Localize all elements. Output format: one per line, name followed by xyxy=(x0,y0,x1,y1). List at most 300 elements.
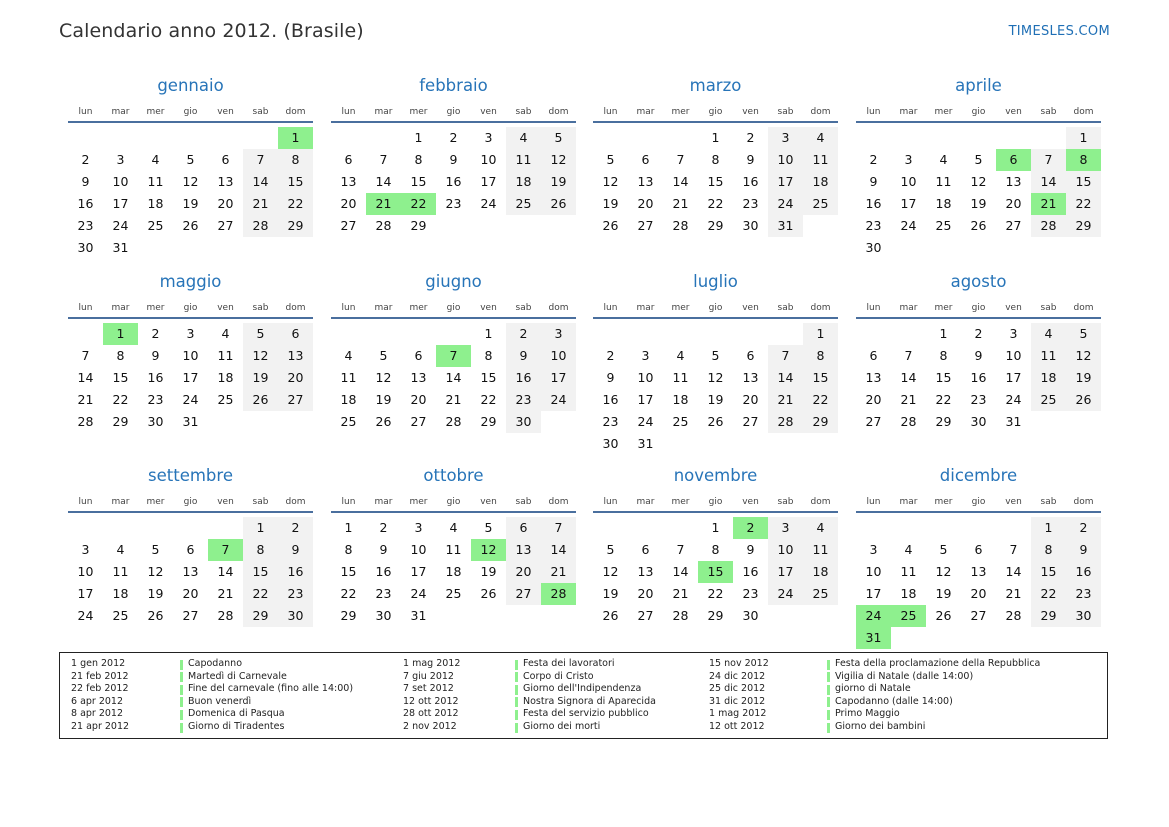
month-agosto xyxy=(856,272,1101,462)
day-cell: 17 xyxy=(768,561,803,583)
day-cell: 26 xyxy=(243,389,278,411)
day-cell: 5 xyxy=(1066,323,1101,345)
day-cell: 20 xyxy=(637,586,654,601)
day-cell: 30 xyxy=(506,411,541,433)
holiday-marker-icon xyxy=(515,672,518,682)
weekday-label: mar xyxy=(374,303,393,313)
day-cell: 10 xyxy=(865,564,882,579)
weekday-label: mer xyxy=(409,303,428,313)
day-cell: 18 xyxy=(803,171,838,193)
day-cell: 16 xyxy=(742,564,759,579)
weekday-label: sab xyxy=(515,497,532,507)
day-cell: 8 xyxy=(803,345,838,367)
legend-holiday-name: Festa dei lavoratori xyxy=(523,658,615,669)
day-cell: 21 xyxy=(672,586,689,601)
weekday-header xyxy=(331,107,576,119)
weekday-label: gio xyxy=(708,303,723,313)
day-cell: 27 xyxy=(278,389,313,411)
day-cell: 31 xyxy=(410,608,427,623)
weekday-label: dom xyxy=(548,107,569,117)
holiday-marker-icon xyxy=(515,697,518,707)
day-cell: 21 xyxy=(900,392,917,407)
day-cell: 6 xyxy=(746,348,755,363)
day-cell: 31 xyxy=(768,215,803,237)
day-cell: 22 xyxy=(112,392,129,407)
holiday-marker-icon xyxy=(827,672,830,682)
day-cell: 15 xyxy=(935,370,952,385)
day-cell: 25 xyxy=(506,193,541,215)
day-cell: 10 xyxy=(77,564,94,579)
day-cell: 11 xyxy=(217,348,234,363)
day-cell: 20 xyxy=(742,392,759,407)
day-cell: 3 xyxy=(904,152,913,167)
brand-link[interactable]: TIMESLES.COM xyxy=(1008,24,1110,39)
day-cell: 27 xyxy=(637,218,654,233)
day-cell: 26 xyxy=(182,218,199,233)
day-cell: 21 xyxy=(77,392,94,407)
weekday-label: gio xyxy=(446,303,461,313)
day-cell: 14 xyxy=(900,370,917,385)
legend-date: 31 dic 2012 xyxy=(709,695,766,707)
day-cell: 24 xyxy=(112,218,129,233)
day-cell: 2 xyxy=(869,152,878,167)
day-cell: 9 xyxy=(379,542,388,557)
weekday-label: gio xyxy=(971,497,986,507)
day-cell: 15 xyxy=(243,561,278,583)
day-cell: 26 xyxy=(480,586,497,601)
day-cell: 1 xyxy=(1031,517,1066,539)
day-cell: 5 xyxy=(711,348,720,363)
day-cell: 24 xyxy=(480,196,497,211)
holiday-marker-icon xyxy=(827,710,830,720)
weekday-label: dom xyxy=(810,303,831,313)
holiday-marker-icon xyxy=(180,710,183,720)
weekday-label: lun xyxy=(603,107,618,117)
day-cell: 23 xyxy=(77,218,94,233)
month-febbraio xyxy=(331,76,576,266)
holiday-day-cell: 7 xyxy=(208,539,243,561)
weekday-label: dom xyxy=(1073,303,1094,313)
day-cell: 26 xyxy=(707,414,724,429)
day-cell: 31 xyxy=(1005,414,1022,429)
legend-holiday-name: giorno di Natale xyxy=(835,683,911,695)
day-cell: 17 xyxy=(77,586,94,601)
day-cell: 26 xyxy=(602,608,619,623)
day-cell: 11 xyxy=(900,564,917,579)
day-cell: 4 xyxy=(449,520,458,535)
month-luglio xyxy=(593,272,838,462)
day-cell: 7 xyxy=(81,348,90,363)
day-cell: 3 xyxy=(1009,326,1018,341)
legend-holiday-name: Fine del carnevale (fino alle 14:00) xyxy=(188,683,354,695)
month-gennaio xyxy=(68,76,313,266)
day-cell: 19 xyxy=(375,392,392,407)
day-cell: 27 xyxy=(865,414,882,429)
day-cell: 30 xyxy=(375,608,392,623)
day-cell: 13 xyxy=(742,370,759,385)
day-cell: 28 xyxy=(217,608,234,623)
day-cell: 20 xyxy=(637,196,654,211)
day-cell: 18 xyxy=(672,392,689,407)
day-cell: 29 xyxy=(1031,605,1066,627)
day-cell: 4 xyxy=(506,127,541,149)
legend-holiday-name: Giorno dei morti xyxy=(523,721,601,732)
day-cell: 8 xyxy=(484,348,493,363)
weekday-label: dom xyxy=(285,303,306,313)
weekday-header xyxy=(68,303,313,315)
day-cell: 2 xyxy=(506,323,541,345)
holiday-marker-icon xyxy=(180,685,183,695)
day-cell: 23 xyxy=(742,196,759,211)
day-cell: 1 xyxy=(484,326,493,341)
weekday-label: lun xyxy=(603,303,618,313)
day-cell: 1 xyxy=(1066,127,1101,149)
day-cell: 17 xyxy=(637,392,654,407)
day-cell: 3 xyxy=(541,323,576,345)
day-cell: 20 xyxy=(1005,196,1022,211)
weekday-label: mer xyxy=(146,303,165,313)
day-cell: 1 xyxy=(803,323,838,345)
day-cell: 2 xyxy=(151,326,160,341)
day-cell: 16 xyxy=(1066,561,1101,583)
day-cell: 21 xyxy=(217,586,234,601)
day-cell: 2 xyxy=(379,520,388,535)
day-cell: 14 xyxy=(768,367,803,389)
weekday-label: lun xyxy=(341,303,356,313)
day-cell: 7 xyxy=(676,152,685,167)
day-cell: 30 xyxy=(742,608,759,623)
day-cell: 6 xyxy=(278,323,313,345)
day-cell: 10 xyxy=(768,149,803,171)
day-cell: 9 xyxy=(869,174,878,189)
day-cell: 23 xyxy=(602,414,619,429)
day-cell: 29 xyxy=(935,414,952,429)
weekday-label: ven xyxy=(217,107,234,117)
weekday-label: ven xyxy=(217,303,234,313)
weekday-label: mer xyxy=(934,303,953,313)
day-cell: 4 xyxy=(676,348,685,363)
day-cell: 29 xyxy=(1066,215,1101,237)
day-cell: 23 xyxy=(1066,583,1101,605)
weekday-label: gio xyxy=(183,107,198,117)
weekday-label: mer xyxy=(934,107,953,117)
day-cell: 10 xyxy=(182,348,199,363)
day-cell: 1 xyxy=(414,130,423,145)
day-cell: 11 xyxy=(506,149,541,171)
holiday-day-cell: 6 xyxy=(996,149,1031,171)
month-title: ottobre xyxy=(423,466,484,485)
legend-date: 15 nov 2012 xyxy=(709,658,769,669)
legend-date: 7 giu 2012 xyxy=(403,670,454,682)
day-cell: 14 xyxy=(1005,564,1022,579)
holiday-day-cell: 2 xyxy=(733,517,768,539)
day-cell: 7 xyxy=(379,152,388,167)
day-cell: 28 xyxy=(900,414,917,429)
day-cell: 28 xyxy=(1031,215,1066,237)
day-cell: 13 xyxy=(1005,174,1022,189)
weekday-label: lun xyxy=(866,303,881,313)
legend-date: 1 mag 2012 xyxy=(709,708,767,720)
weekday-label: gio xyxy=(708,497,723,507)
day-cell: 13 xyxy=(970,564,987,579)
day-cell: 30 xyxy=(970,414,987,429)
holiday-marker-icon xyxy=(180,697,183,707)
day-cell: 23 xyxy=(147,392,164,407)
month-marzo xyxy=(593,76,838,266)
day-cell: 14 xyxy=(1031,171,1066,193)
month-maggio xyxy=(68,272,313,462)
day-cell: 10 xyxy=(480,152,497,167)
legend-holiday-name: Primo Maggio xyxy=(835,708,900,720)
weekday-label: sab xyxy=(252,303,269,313)
day-cell: 22 xyxy=(935,392,952,407)
holiday-marker-icon xyxy=(515,660,518,670)
day-cell: 3 xyxy=(81,542,90,557)
weekday-label: mar xyxy=(636,497,655,507)
day-cell: 7 xyxy=(243,149,278,171)
legend-date: 21 apr 2012 xyxy=(71,721,130,732)
day-cell: 28 xyxy=(77,414,94,429)
weekday-label: mar xyxy=(899,303,918,313)
day-cell: 20 xyxy=(182,586,199,601)
day-cell: 1 xyxy=(711,520,720,535)
month-divider xyxy=(68,121,313,123)
month-title: marzo xyxy=(689,76,742,95)
day-cell: 17 xyxy=(182,370,199,385)
day-cell: 25 xyxy=(935,218,952,233)
day-cell: 5 xyxy=(484,520,493,535)
day-cell: 3 xyxy=(768,127,803,149)
holiday-day-cell: 31 xyxy=(856,627,891,649)
day-cell: 24 xyxy=(77,608,94,623)
day-cell: 15 xyxy=(707,174,724,189)
day-cell: 10 xyxy=(900,174,917,189)
day-cell: 29 xyxy=(243,605,278,627)
weekday-label: ven xyxy=(742,497,759,507)
weekday-label: dom xyxy=(810,497,831,507)
day-cell: 6 xyxy=(869,348,878,363)
month-title: febbraio xyxy=(419,76,488,95)
day-cell: 12 xyxy=(541,149,576,171)
day-cell: 18 xyxy=(803,561,838,583)
holiday-day-cell: 15 xyxy=(698,561,733,583)
weekday-label: ven xyxy=(742,303,759,313)
day-cell: 28 xyxy=(672,608,689,623)
day-cell: 5 xyxy=(243,323,278,345)
day-cell: 29 xyxy=(480,414,497,429)
day-cell: 14 xyxy=(541,539,576,561)
weekday-label: mar xyxy=(374,107,393,117)
day-cell: 13 xyxy=(182,564,199,579)
day-cell: 19 xyxy=(480,564,497,579)
day-cell: 27 xyxy=(217,218,234,233)
day-cell: 6 xyxy=(974,542,983,557)
day-cell: 6 xyxy=(221,152,230,167)
day-cell: 4 xyxy=(803,517,838,539)
weekday-label: gio xyxy=(971,107,986,117)
day-cell: 8 xyxy=(243,539,278,561)
day-cell: 13 xyxy=(506,539,541,561)
weekday-label: mar xyxy=(374,497,393,507)
day-cell: 13 xyxy=(410,370,427,385)
day-cell: 10 xyxy=(410,542,427,557)
legend-holiday-name: Capodanno (dalle 14:00) xyxy=(835,695,953,707)
day-cell: 30 xyxy=(602,436,619,451)
month-divider xyxy=(331,121,576,123)
month-title: giugno xyxy=(425,272,482,291)
day-cell: 27 xyxy=(410,414,427,429)
day-cell: 12 xyxy=(182,174,199,189)
day-cell: 1 xyxy=(243,517,278,539)
day-cell: 7 xyxy=(904,348,913,363)
legend-holiday-name: Capodanno xyxy=(188,658,243,669)
day-cell: 21 xyxy=(445,392,462,407)
day-cell: 24 xyxy=(541,389,576,411)
day-cell: 18 xyxy=(900,586,917,601)
legend-date: 28 ott 2012 xyxy=(403,708,459,720)
day-cell: 7 xyxy=(676,542,685,557)
weekday-label: mer xyxy=(409,497,428,507)
weekday-label: mer xyxy=(409,107,428,117)
day-cell: 8 xyxy=(1031,539,1066,561)
weekday-label: gio xyxy=(446,497,461,507)
weekday-header xyxy=(593,303,838,315)
day-cell: 6 xyxy=(414,348,423,363)
day-cell: 23 xyxy=(278,583,313,605)
day-cell: 19 xyxy=(243,367,278,389)
legend-date: 2 nov 2012 xyxy=(403,721,457,732)
day-cell: 25 xyxy=(340,414,357,429)
day-cell: 28 xyxy=(1005,608,1022,623)
weekday-label: sab xyxy=(777,303,794,313)
day-cell: 2 xyxy=(974,326,983,341)
day-cell: 27 xyxy=(970,608,987,623)
month-settembre xyxy=(68,466,313,656)
holiday-marker-icon xyxy=(180,672,183,682)
month-divider xyxy=(593,121,838,123)
day-cell: 2 xyxy=(449,130,458,145)
weekday-header xyxy=(68,497,313,509)
day-cell: 20 xyxy=(217,196,234,211)
day-cell: 5 xyxy=(379,348,388,363)
day-cell: 31 xyxy=(182,414,199,429)
day-cell: 8 xyxy=(414,152,423,167)
day-cell: 13 xyxy=(637,564,654,579)
day-cell: 21 xyxy=(1005,586,1022,601)
day-cell: 24 xyxy=(768,583,803,605)
day-cell: 3 xyxy=(641,348,650,363)
holiday-marker-icon xyxy=(515,710,518,720)
legend-date: 1 mag 2012 xyxy=(403,658,461,669)
day-cell: 30 xyxy=(147,414,164,429)
legend-date: 22 feb 2012 xyxy=(71,683,129,695)
day-cell: 31 xyxy=(112,240,129,255)
day-cell: 4 xyxy=(1031,323,1066,345)
weekday-label: sab xyxy=(252,107,269,117)
day-cell: 13 xyxy=(278,345,313,367)
day-cell: 26 xyxy=(935,608,952,623)
day-cell: 8 xyxy=(278,149,313,171)
holiday-day-cell: 21 xyxy=(1031,193,1066,215)
day-cell: 19 xyxy=(602,586,619,601)
weekday-header xyxy=(68,107,313,119)
day-cell: 18 xyxy=(217,370,234,385)
holiday-marker-icon xyxy=(180,723,183,733)
weekday-label: sab xyxy=(1040,107,1057,117)
weekday-label: mer xyxy=(934,497,953,507)
day-cell: 24 xyxy=(637,414,654,429)
day-cell: 1 xyxy=(939,326,948,341)
weekday-label: mar xyxy=(899,107,918,117)
day-cell: 20 xyxy=(278,367,313,389)
day-cell: 23 xyxy=(445,196,462,211)
holiday-marker-icon xyxy=(180,660,183,670)
day-cell: 22 xyxy=(707,586,724,601)
day-cell: 7 xyxy=(541,517,576,539)
legend-holiday-name: Festa del servizio pubblico xyxy=(523,708,649,720)
month-aprile xyxy=(856,76,1101,266)
day-cell: 15 xyxy=(803,367,838,389)
day-cell: 17 xyxy=(1005,370,1022,385)
day-cell: 14 xyxy=(672,174,689,189)
day-cell: 19 xyxy=(707,392,724,407)
weekday-label: dom xyxy=(810,107,831,117)
day-cell: 20 xyxy=(506,561,541,583)
day-cell: 15 xyxy=(480,370,497,385)
holiday-marker-icon xyxy=(827,697,830,707)
weekday-label: ven xyxy=(1005,497,1022,507)
weekday-label: ven xyxy=(480,497,497,507)
day-cell: 14 xyxy=(77,370,94,385)
weekday-label: mar xyxy=(899,497,918,507)
day-cell: 29 xyxy=(707,608,724,623)
month-title: novembre xyxy=(673,466,758,485)
day-cell: 13 xyxy=(340,174,357,189)
weekday-label: dom xyxy=(548,303,569,313)
day-cell: 17 xyxy=(480,174,497,189)
weekday-label: sab xyxy=(777,497,794,507)
day-cell: 10 xyxy=(1005,348,1022,363)
day-cell: 16 xyxy=(970,370,987,385)
day-cell: 20 xyxy=(410,392,427,407)
month-divider xyxy=(593,317,838,319)
day-cell: 10 xyxy=(112,174,129,189)
holiday-day-cell: 1 xyxy=(278,127,313,149)
day-cell: 30 xyxy=(1066,605,1101,627)
legend-holiday-name: Giorno dell'Indipendenza xyxy=(523,683,642,695)
day-cell: 19 xyxy=(541,171,576,193)
day-cell: 16 xyxy=(506,367,541,389)
weekday-label: sab xyxy=(252,497,269,507)
day-cell: 27 xyxy=(182,608,199,623)
weekday-label: lun xyxy=(78,497,93,507)
day-cell: 11 xyxy=(445,542,462,557)
day-cell: 16 xyxy=(865,196,882,211)
day-cell: 11 xyxy=(1031,345,1066,367)
day-cell: 5 xyxy=(974,152,983,167)
weekday-label: ven xyxy=(1005,303,1022,313)
day-cell: 4 xyxy=(939,152,948,167)
day-cell: 28 xyxy=(375,218,392,233)
month-novembre xyxy=(593,466,838,656)
legend-date: 25 dic 2012 xyxy=(709,683,766,695)
day-cell: 29 xyxy=(803,411,838,433)
day-cell: 3 xyxy=(186,326,195,341)
weekday-label: gio xyxy=(183,497,198,507)
day-cell: 2 xyxy=(81,152,90,167)
day-cell: 27 xyxy=(340,218,357,233)
weekday-label: lun xyxy=(78,303,93,313)
